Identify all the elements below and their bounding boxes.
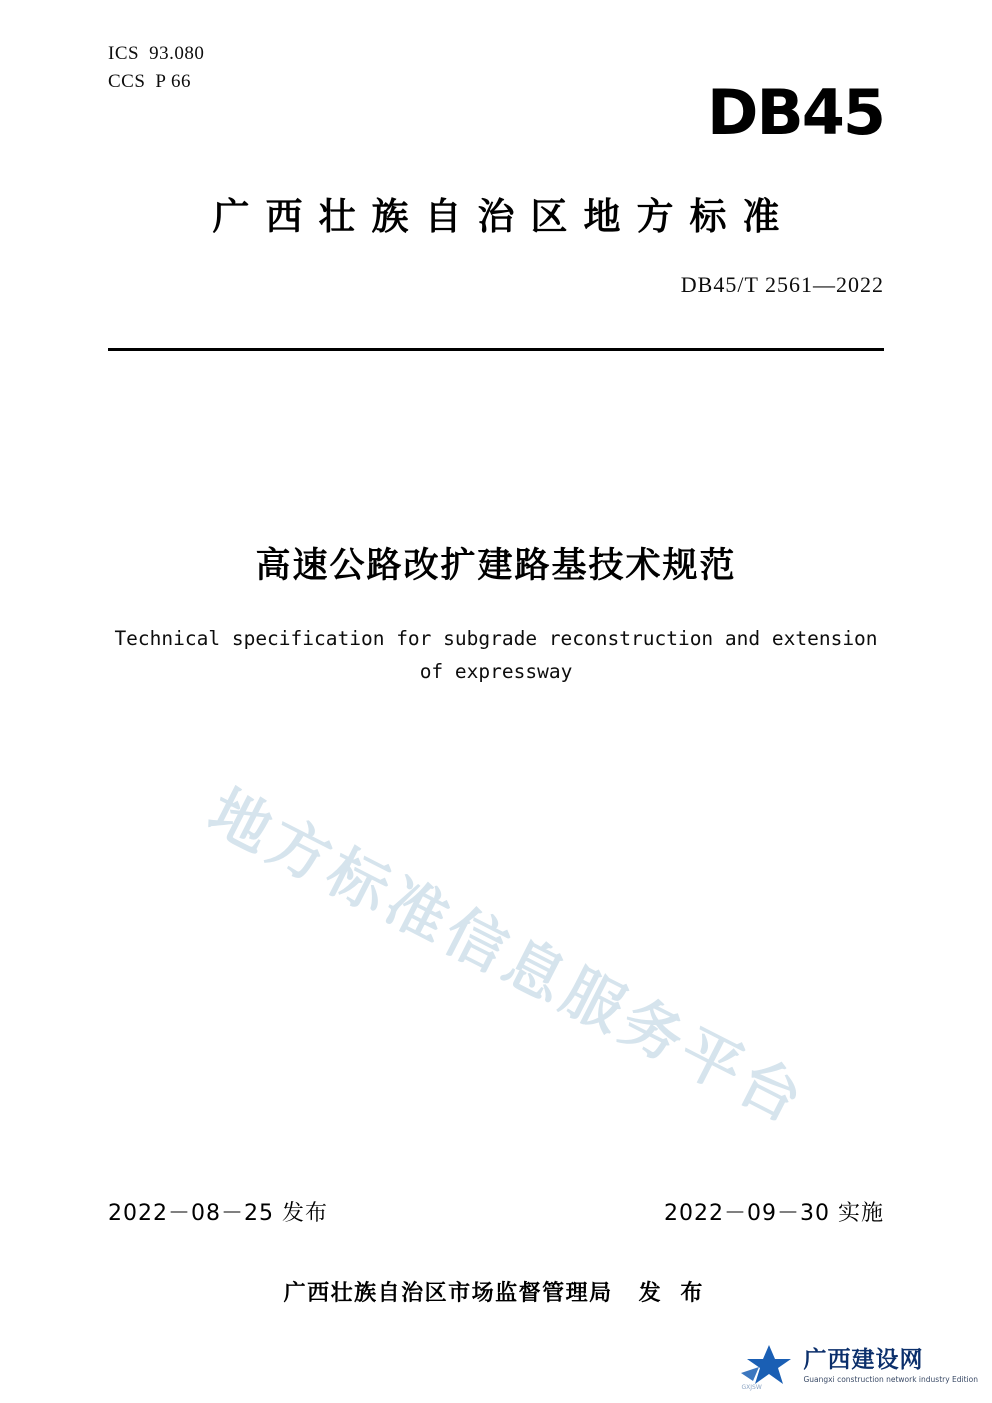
watermark (150, 776, 870, 1180)
issuer-name: 广西壮族自治区市场监督管理局 (283, 1281, 613, 1306)
header-divider (108, 348, 884, 351)
ccs-value: P 66 (155, 70, 192, 92)
standard-series-title: 广西壮族自治区地方标准 (212, 195, 796, 238)
ics-ccs-block (108, 40, 204, 95)
ics-label: ICS (108, 43, 140, 64)
ccs-line (108, 68, 204, 96)
issuer-line (0, 1276, 992, 1307)
effective-date: 2022－09－30 实施 (664, 1201, 884, 1226)
document-title-english-line1: Technical specification for subgrade reconstruction and extension (114, 627, 878, 650)
logo-text (803, 1348, 978, 1384)
logo-name: 广西建设网 (803, 1347, 924, 1374)
document-title-english-line2: of expressway (419, 660, 573, 684)
document-title-chinese: 高速公路改扩建路基技术规范 (255, 546, 737, 586)
publish-word: 发 布 (638, 1281, 709, 1306)
db45-mark: DB45 (706, 76, 884, 149)
date-row (108, 1196, 884, 1227)
ccs-label: CCS (108, 70, 146, 92)
ics-line (108, 40, 204, 68)
watermark-text: 地方标准信息服务平台 (197, 776, 818, 1139)
ics-value: 93.080 (149, 43, 205, 64)
logo-subtitle: Guangxi construction network industry Edition (803, 1374, 978, 1384)
release-date: 2022－08－25 发布 (108, 1201, 328, 1226)
document-title-english (100, 622, 892, 688)
site-logo (739, 1343, 978, 1389)
standard-number: DB45/T 2561—2022 (680, 272, 884, 297)
logo-badge: GXJSW (741, 1384, 762, 1391)
star-icon (739, 1343, 795, 1389)
